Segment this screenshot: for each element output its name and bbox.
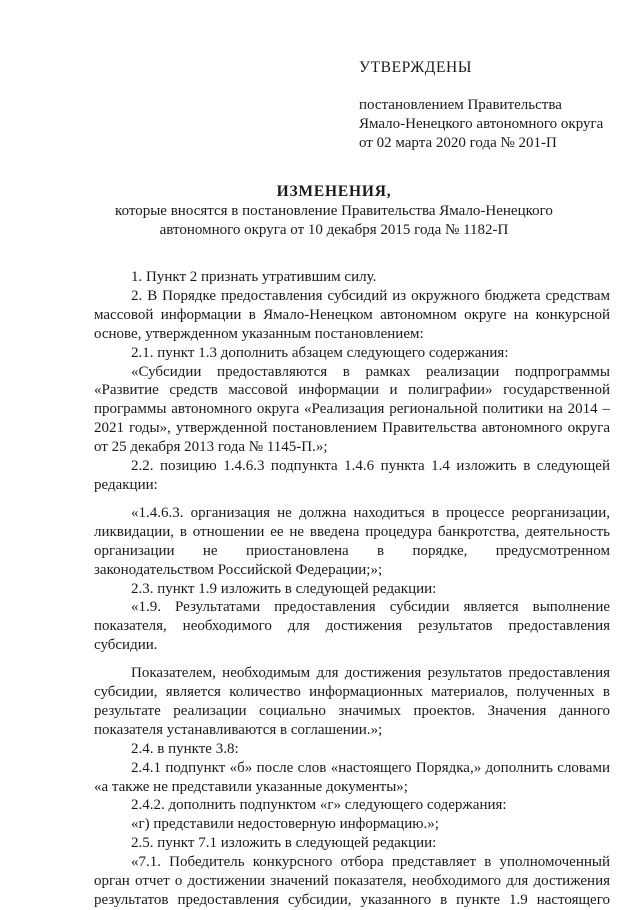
approval-heading: УТВЕРЖДЕНЫ — [359, 59, 472, 76]
approval-stamp — [359, 58, 619, 153]
paragraph-2-1: 2.1. пункт 1.3 дополнить абзацем следующего содержания: — [131, 344, 509, 361]
approval-line-2: Ямало-Ненецкого автономного округа — [359, 116, 604, 132]
document-subtitle-line-2: автономного округа от 10 декабря 2015 года № 1182-П — [159, 222, 509, 238]
paragraph-1: 1. Пункт 2 признать утратившим силу. — [131, 269, 377, 285]
document-subtitle-line-1: которые вносятся в постановление Правительства Ямало-Ненецкого — [115, 203, 553, 219]
paragraph-2-2: 2.2. позицию 1.4.6.3 подпункта 1.4.6 пункта 1.4 изложить в следующей редакции: — [94, 458, 610, 493]
paragraph-2-3-quote: «1.9. Результатами предоставления субсидии является выполнение показателя, необходимого для достижения результатов предоставления субсидии. — [94, 599, 610, 654]
document-title: ИЗМЕНЕНИЯ, — [276, 183, 392, 200]
paragraph-2-5: 2.5. пункт 7.1 изложить в следующей редакции: — [131, 835, 437, 852]
paragraph-2-4: 2.4. в пункте 3.8: — [131, 740, 239, 757]
paragraph-2-4-2-quote: «г) представили недостоверную информацию.»; — [131, 816, 439, 833]
paragraph-2-4-1: 2.4.1 подпункт «б» после слов «настоящего Порядка,» дополнить словами «а также не представили указанные документы»; — [94, 759, 610, 795]
paragraph-2: 2. В Порядке предоставления субсидий из окружного бюджета средствам массовой информации в Ямало-Ненецком автономном округе на конкурсной основе, утвержденном указанным постановлением: — [94, 287, 610, 342]
paragraph-2-5-quote: «7.1. Победитель конкурсного отбора представляет в уполномоченный орган отчет о достижении значений показателя, необходимого для достижения результатов предоставления субсидии, указанного в пункте 1.9 настоящего — [94, 854, 610, 908]
paragraph-2-4-2: 2.4.2. дополнить подпунктом «г» следующего содержания: — [131, 797, 507, 814]
document-body — [94, 268, 610, 910]
approval-line-1: постановлением Правительства — [359, 97, 562, 113]
approval-line-3: от 02 марта 2020 года № 201-П — [359, 135, 557, 151]
document-heading — [60, 182, 608, 240]
paragraph-2-3-indicator: Показателем, необходимым для достижения результатов предоставления субсидии, является количество информационных материалов, полученных в результате реализации социально значимых проектов. Значения данного показателя устанавливаются в соглашении.»; — [94, 665, 610, 738]
paragraph-2-1-quote: «Субсидии предоставляются в рамках реализации подпрограммы «Развитие средств массовой информации и полиграфии» государственной программы автономного округа «Реализация региональной политики на 2014 – 2021 годы», утвержденной постановлением Правительства автономного округа от 25 декабря 2013 года № 1145-П.»; — [94, 363, 610, 456]
paragraph-2-3: 2.3. пункт 1.9 изложить в следующей редакции: — [131, 580, 437, 597]
paragraph-2-2-quote: «1.4.6.3. организация не должна находиться в процессе реорганизации, ликвидации, в отношении ее не введена процедура банкротства, деятельность организации не приостановлена в порядке, предусмотренном законодательством Российской Федерации;»; — [94, 504, 610, 578]
